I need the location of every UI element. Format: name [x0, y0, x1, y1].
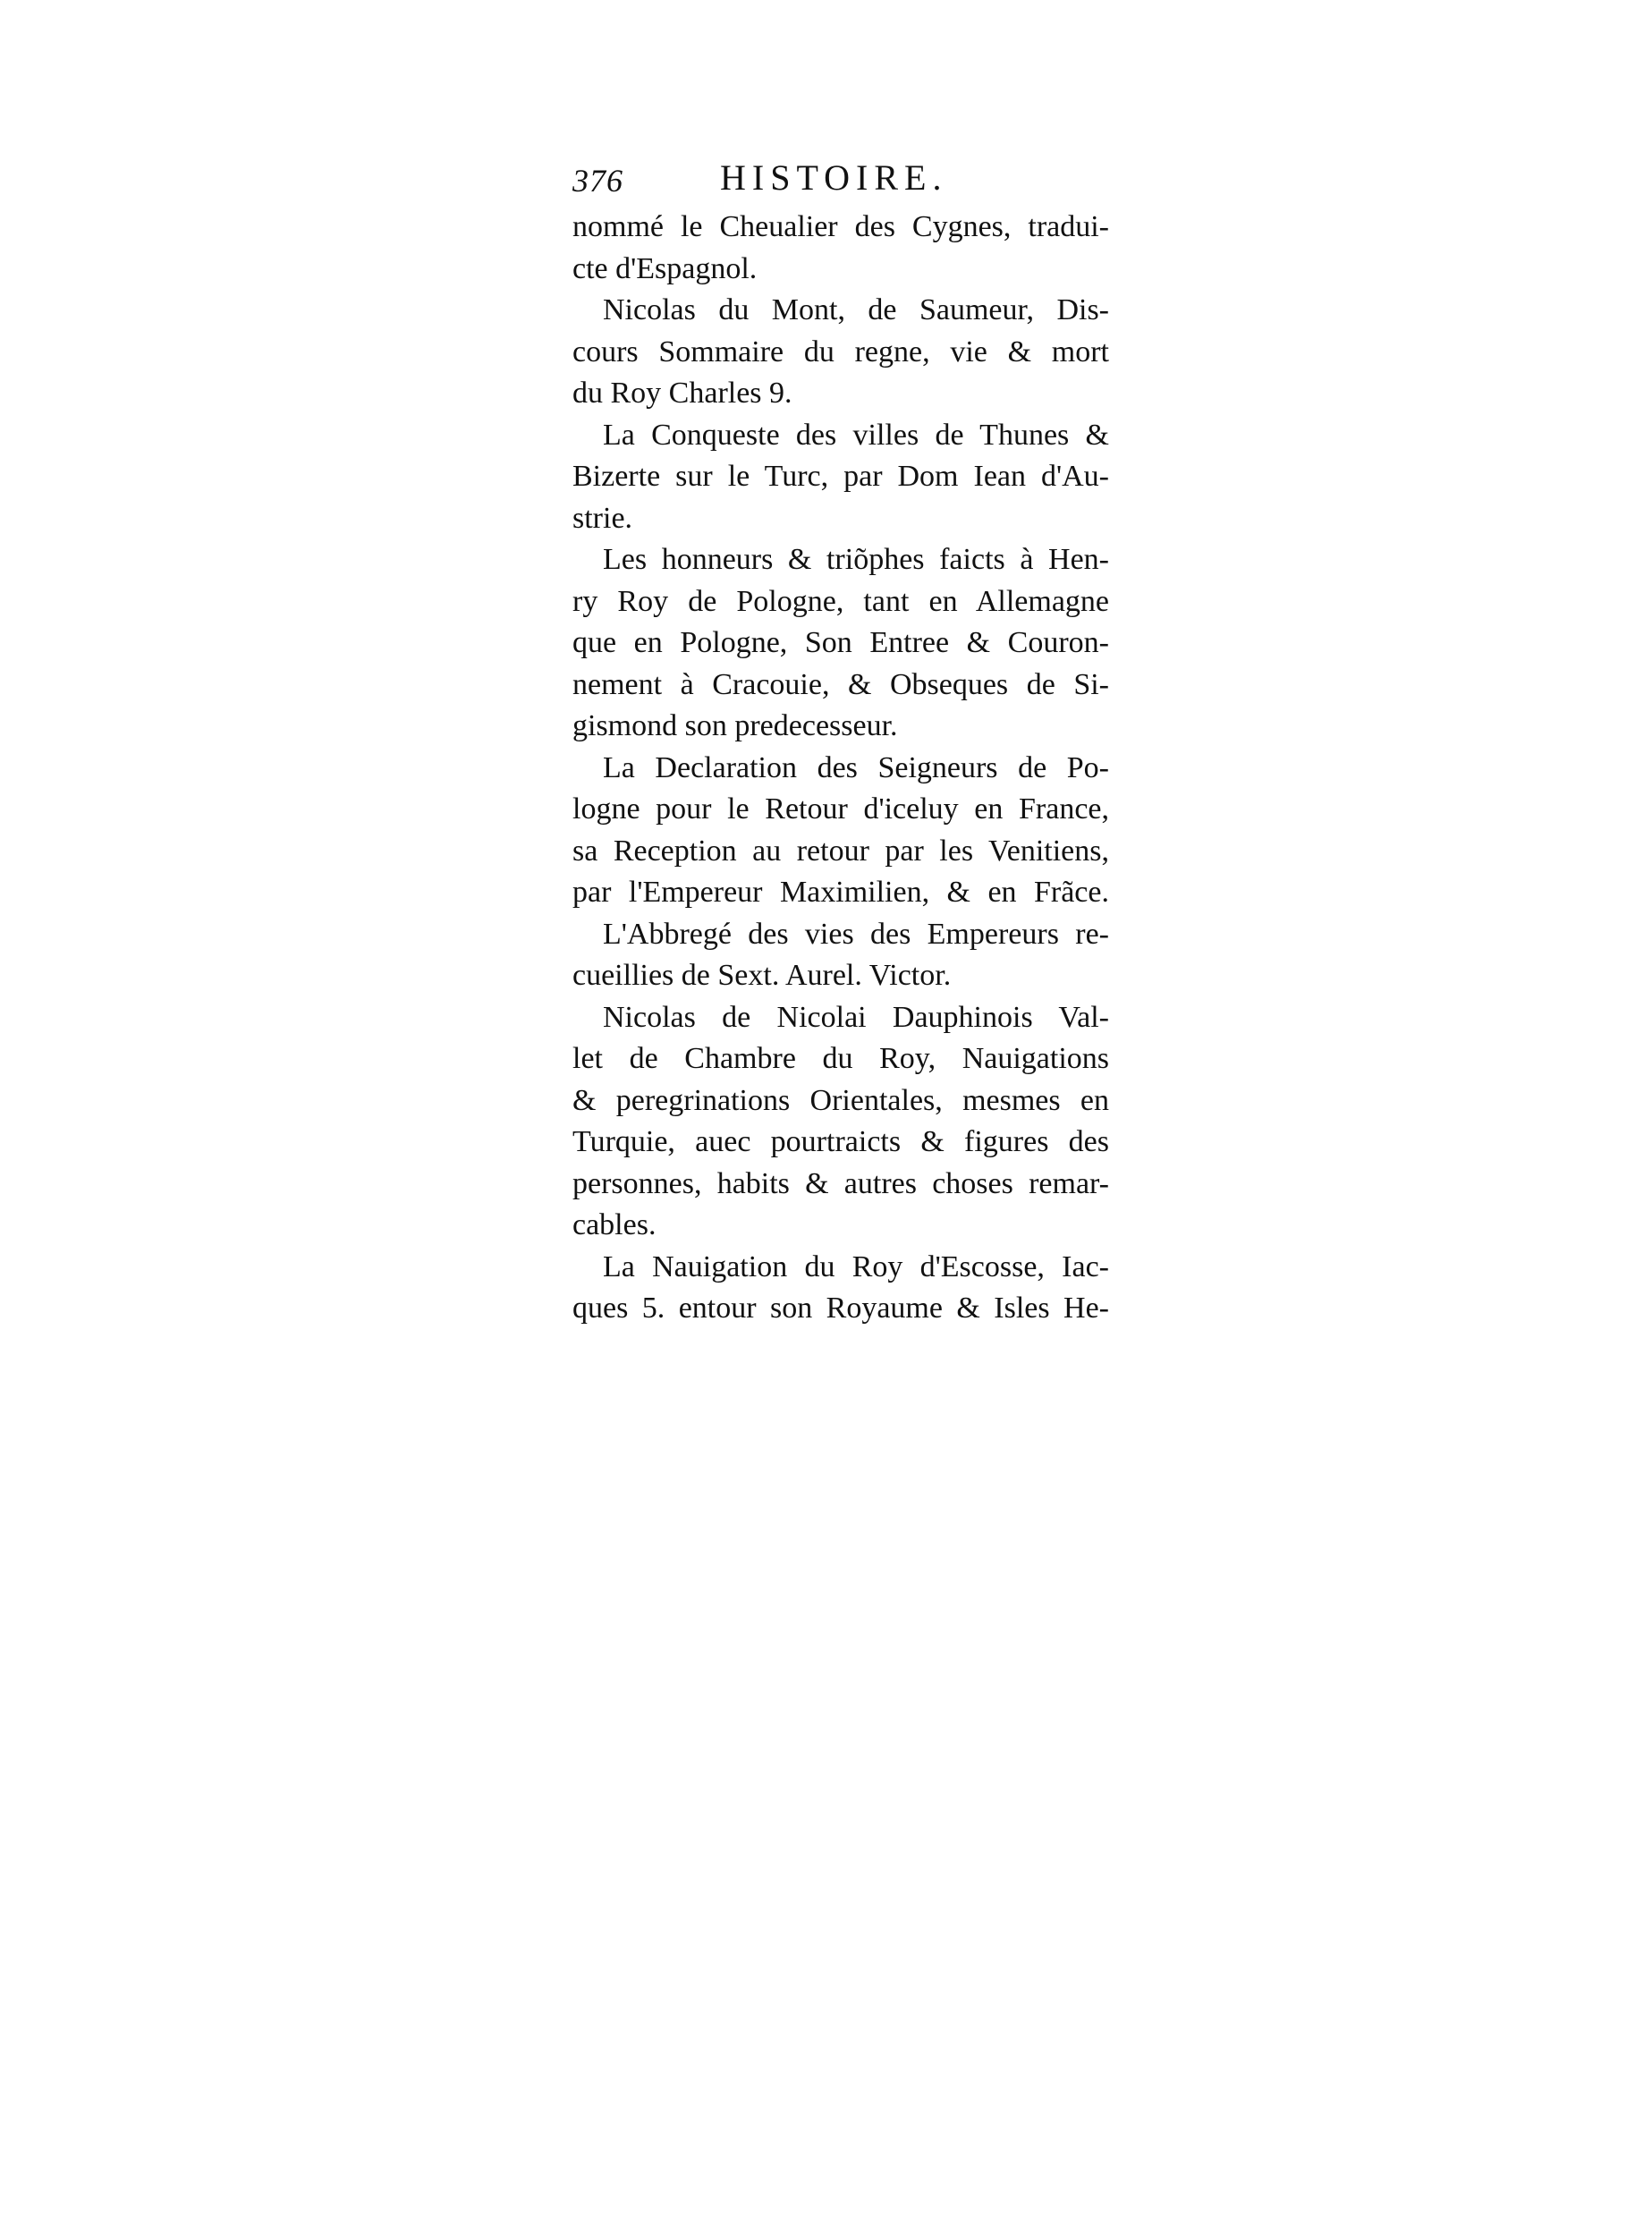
page-number: 376: [572, 163, 623, 199]
text-line: Les honneurs & triõphes faicts à Hen-: [603, 543, 1109, 576]
text-line: strie.: [572, 501, 633, 535]
text-line: Nicolas du Mont, de Saumeur, Dis-: [603, 293, 1109, 326]
text-line: & peregrinations Orientales, mesmes en: [572, 1083, 1109, 1117]
text-line: cours Sommaire du regne, vie & mort: [572, 335, 1109, 368]
text-line: que en Pologne, Son Entree & Couron-: [572, 626, 1109, 659]
text-line: personnes, habits & autres choses remar-: [572, 1166, 1109, 1200]
text-line: par l'Empereur Maximilien, & en Frãce.: [572, 876, 1109, 909]
text-line: L'Abbregé des vies des Empereurs re-: [603, 917, 1109, 951]
running-head: [572, 157, 1109, 207]
text-line: cueillies de Sext. Aurel. Victor.: [572, 959, 952, 992]
text-line: let de Chambre du Roy, Nauigations: [572, 1042, 1109, 1075]
text-line: sa Reception au retour par les Venitiens,: [572, 834, 1109, 868]
text-line: gismond son predecesseur.: [572, 709, 898, 742]
text-line: logne pour le Retour d'iceluy en France,: [572, 792, 1109, 826]
text-line: La Nauigation du Roy d'Escosse, Iac-: [603, 1249, 1109, 1283]
text-line: nommé le Cheualier des Cygnes, tradui-: [572, 210, 1109, 243]
text-line: cables.: [572, 1208, 657, 1241]
text-line: Bizerte sur le Turc, par Dom Iean d'Au-: [572, 460, 1109, 493]
text-line: cte d'Espagnol.: [572, 251, 758, 285]
text-line: nement à Cracouie, & Obseques de Si-: [572, 667, 1109, 701]
text-line: La Conqueste des villes de Thunes &: [603, 418, 1109, 452]
text-line: ques 5. entour son Royaume & Isles He-: [572, 1292, 1109, 1325]
text-line: du Roy Charles 9.: [572, 377, 792, 410]
text-line: Turquie, auec pourtraicts & figures des: [572, 1125, 1109, 1158]
text-line: La Declaration des Seigneurs de Po-: [603, 750, 1109, 784]
text-line: ry Roy de Pologne, tant en Allemagne: [572, 584, 1109, 618]
text-line: Nicolas de Nicolai Dauphinois Val-: [603, 1000, 1109, 1034]
text-block: [572, 157, 1109, 1330]
running-title: HISTOIRE.: [720, 157, 948, 198]
